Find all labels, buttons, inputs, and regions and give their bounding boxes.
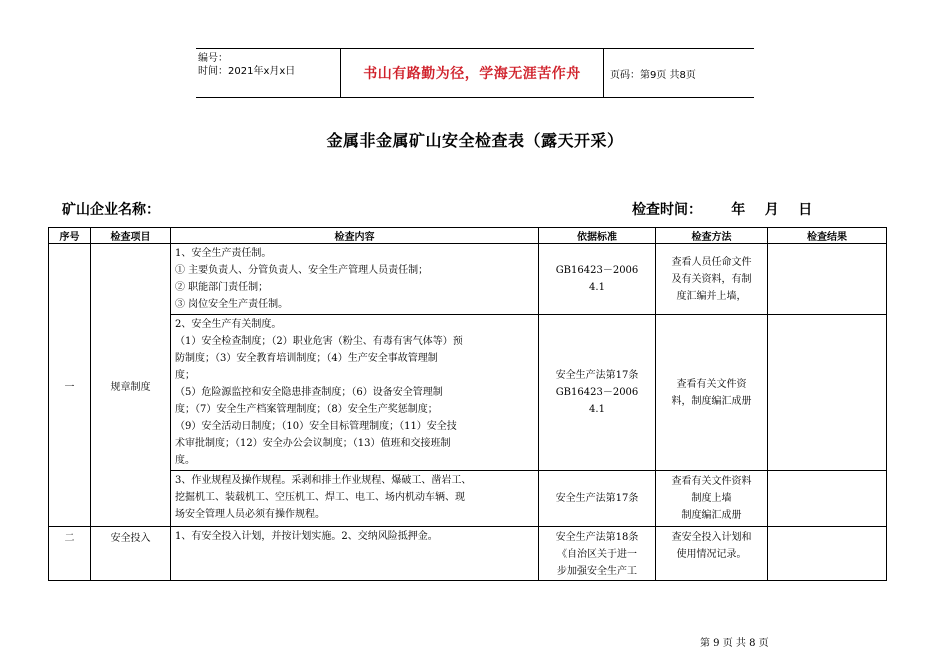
- method-line: 查看有关文件资: [676, 378, 747, 390]
- col-header-content: 检查内容: [171, 228, 539, 244]
- method-line: 查安全投入计划和: [671, 532, 752, 543]
- col-header-result: 检查结果: [768, 228, 887, 244]
- content-line: ① 主要负责人、分管负责人、安全生产管理人员责任制；: [175, 265, 429, 276]
- row-result: [768, 244, 887, 315]
- company-name-label: 矿山企业名称：: [62, 202, 160, 218]
- method-line: 查看有关文件资料: [671, 476, 752, 487]
- table-row: [49, 527, 887, 581]
- row-result: [768, 315, 887, 471]
- row-method: [656, 471, 768, 527]
- basis-line: GB16423－2006: [555, 387, 639, 398]
- basis-line: 4.1: [589, 282, 605, 293]
- method-line: 制度编汇成册: [681, 510, 742, 521]
- basis-line: 安全生产法第18条: [555, 532, 639, 543]
- row-item: 安全投入: [91, 527, 171, 581]
- basis-line: GB16423－2006: [555, 265, 639, 276]
- col-header-method: 检查方法: [656, 228, 768, 244]
- content-line: （9）安全活动日制度；（10）安全目标管理制度；（11）安全技: [175, 421, 457, 432]
- row-result: [768, 471, 887, 527]
- method-line: 及有关资料，有制: [671, 273, 752, 285]
- row-content: [171, 471, 539, 527]
- content-line: （1）安全检查制度；（2）职业危害（粉尘、有毒有害气体等）预: [175, 336, 463, 347]
- method-line: 使用情况记录。: [676, 549, 747, 560]
- col-header-no: 序号: [49, 228, 91, 244]
- page-header: [196, 48, 754, 98]
- col-header-basis: 依据标准: [539, 228, 656, 244]
- row-method: [656, 527, 768, 581]
- header-motto: 书山有路勤为径，学海无涯苦作舟: [340, 49, 604, 97]
- header-meta: [196, 49, 340, 97]
- row-basis: [539, 527, 656, 581]
- row-content: [171, 315, 539, 471]
- row-basis: [539, 315, 656, 471]
- row-no: 一: [49, 244, 91, 527]
- row-result: [768, 527, 887, 581]
- row-item: 规章制度: [91, 244, 171, 527]
- method-line: 度汇编并上墙，: [676, 290, 747, 302]
- content-line: 场安全管理人员必须有操作规程。: [175, 509, 325, 520]
- row-method: [656, 315, 768, 471]
- content-line: 防制度；（3）安全教育培训制度；（4）生产安全事故管理制: [175, 353, 438, 364]
- basis-line: 步加强安全生产工: [557, 566, 637, 577]
- basis-line: 安全生产法第17条: [555, 493, 639, 504]
- row-content: [171, 527, 539, 581]
- table-row: [49, 315, 887, 471]
- content-line: 2、安全生产有关制度。: [175, 319, 282, 330]
- table-row: [49, 244, 887, 315]
- basis-line: 《自治区关于进一: [557, 549, 637, 560]
- content-line: 挖掘机工、装载机工、空压机工、焊工、电工、场内机动车辆、现: [175, 492, 465, 503]
- method-line: 制度上墙: [691, 493, 732, 504]
- row-content: [171, 244, 539, 315]
- serial-number: 编号：: [198, 53, 228, 64]
- content-line: 1、安全生产责任制。: [175, 248, 272, 259]
- row-no: 二: [49, 527, 91, 581]
- header-date: 时间：2021年x月x日: [198, 66, 296, 77]
- inspection-table: [48, 227, 887, 581]
- page-footer: 第 9 页 共 8 页: [700, 638, 769, 649]
- content-line: 3、作业规程及操作规程。采剥和排土作业规程、爆破工、凿岩工、: [175, 475, 472, 486]
- method-line: 料，制度编汇成册: [671, 395, 752, 407]
- table-header-row: [49, 228, 887, 244]
- col-header-item: 检查项目: [91, 228, 171, 244]
- content-line: ② 职能部门责任制；: [175, 282, 269, 293]
- header-page-number: 页码：第9页 共8页: [610, 69, 696, 81]
- content-line: （5）危险源监控和安全隐患排查制度；（6）设备安全管理制: [175, 387, 443, 398]
- content-line: 度。: [175, 455, 195, 466]
- row-basis: [539, 244, 656, 315]
- content-line: 度；（7）安全生产档案管理制度；（8）安全生产奖惩制度；: [175, 404, 438, 415]
- basis-line: 安全生产法第17条: [555, 370, 639, 381]
- table-row: [49, 471, 887, 527]
- content-line: 术审批制度；（12）安全办公会议制度；（13）值班和交接班制: [175, 438, 451, 449]
- basis-line: 4.1: [589, 404, 605, 415]
- row-method: [656, 244, 768, 315]
- content-line: ③ 岗位安全生产责任制。: [175, 299, 289, 310]
- row-basis: [539, 471, 656, 527]
- content-line: 1、有安全投入计划，并按计划实施。2、交纳风险抵押金。: [175, 531, 438, 542]
- content-line: 度；: [175, 370, 195, 381]
- check-time-label: 检查时间： 年 月 日: [632, 202, 813, 218]
- document-title: 金属非金属矿山安全检查表（露天开采）: [326, 131, 624, 150]
- method-line: 查看人员任命文件: [671, 256, 752, 268]
